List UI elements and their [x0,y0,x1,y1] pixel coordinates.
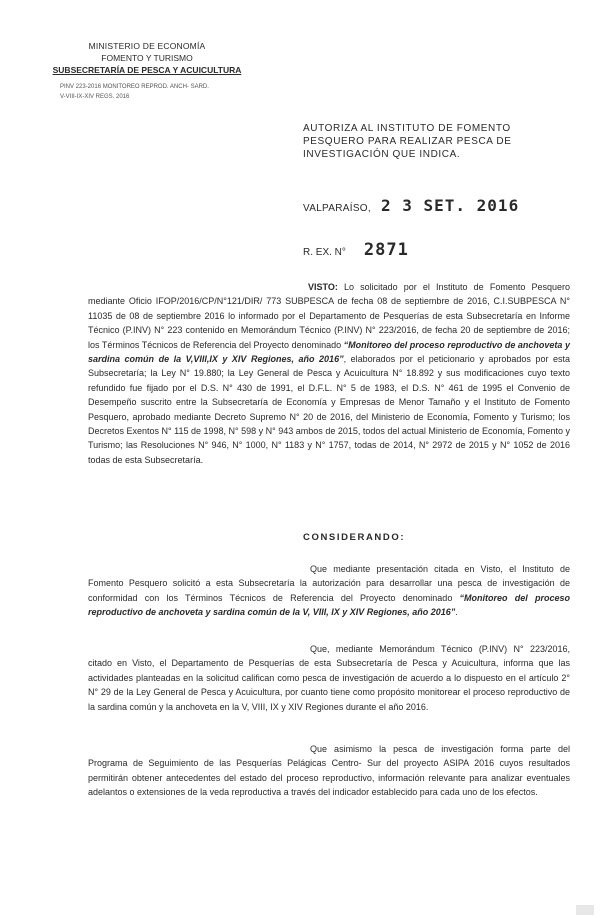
visto-text-2: , elaborados por el peticionario y aprobados por esta Subsecretaría; la Ley N° 19.880; la Ley General de Pesca y Acuicultura N° 18.892 y sus modificaciones cuyo texto refundido fue fijado por el D.S. N° 430 de 1991, el D.F.L. N° 5 de 1983, el D.S. N° 461 de 1995 el Convenio de Desempeño suscrito entre la Subsecretaría de Economía y Empresas de Menor Tamaño y el Instituto de Fomento Pesquero, aprobado mediante Decreto Supremo N° 20 de 2016, del Ministerio de Economía, Fomento y Turismo; los Decretos Exentos N° 115 de 1998, N° 598 y N° 943 ambos de 2015, todos del actual Ministerio de Economía, Fomento y Turismo; las Resoluciones N° 946, N° 1000, N° 1183 y N° 1757, todas de 2014, N° 2972 de 2015 y N° 1052 de 2016 todas de esta Subsecretaría. [88,354,570,465]
considerando-paragraph-3: Que asimismo la pesca de investigación forma parte del Programa de Seguimiento de las Pesquerías Pelágicas Centro- Sur del proyecto ASIPA 2016 cuyos resultados permitirán obtener antecedentes del estado del proceso reproductivo, información relevante para analizar eventuales adelantos o extensiones de la veda reproductiva a través del indicador establecido para cada uno de los efectos. [88,744,570,798]
considerando-1-end: . [455,607,458,618]
subsecretaria-name: SUBSECRETARÍA DE PESCA Y ACUICULTURA [52,65,242,75]
ministry-name: MINISTERIO DE ECONOMÍA [88,41,206,51]
place-name: VALPARAÍSO, [303,203,371,214]
reference-line-2: V-VIII-IX-XIV REGS. 2016 [60,94,130,100]
visto-text-1: Lo solicitado por el Instituto de Fomento Pesquero mediante Oficio IFOP/2016/CP/N°121/DIR/ 773 SUBPESCA de fecha 08 de septiembre de 2016, C.I.SUBPESCA N° 11035 de 08 de septiembre 2016 lo informado por el Departamento de Pesquerías de esta Subsecretaría en Informe Técnico (P.INV) N° 223 contenido en Memorándum Técnico (P.INV) N° 223/2016, de fecha 20 de septiembre de 2016; los Términos Técnicos de Referencia del Proyecto denominado [88,282,570,350]
reference-code [60,82,210,102]
visto-paragraph [88,280,570,467]
resolution-number-label: R. EX. N° [303,247,346,258]
considerando-paragraph-1 [88,562,570,620]
dateline [303,196,519,215]
considerando-1-text: Que mediante presentación citada en Visto, el Instituto de Fomento Pesquero solicitó a esta Subsecretaría la autorización para desarrollar una pesca de investigación de conformidad con los Términos Técnicos de Referencia del Proyecto denominado [88,564,570,603]
reference-line-1: PINV 223-2016 MONITOREO REPROD. ANCH- SARD. [60,84,209,90]
visto-lead: VISTO: [308,282,338,292]
date-stamp: 2 3 SET. 2016 [380,196,520,215]
scan-mark [576,905,594,915]
considerando-heading: CONSIDERANDO: [303,532,406,543]
visto-project-title: “Monitoreo del proceso reproductivo de anchoveta y sardina común de la V,VIII,IX y XIV Regiones, año 2016” [88,339,570,365]
resolution-number-value: 2871 [363,240,409,260]
considerando-paragraph-2: Que, mediante Memorándum Técnico (P.INV) N° 223/2016, citado en Visto, el Departamento de Pesquerías de esta Subsecretaría de Pesca y Acuicultura, informa que las actividades planteadas en la solicitud califican como pesca de investigación de acuerdo a lo dispuesto en el artículo 2° N° 29 de la Ley General de Pesca y Acuicultura, por cuanto tiene como propósito monitorear el proceso reproductivo de la sardina común y la anchoveta en la V, VIII, IX y XIV Regiones durante el año 2016. [88,644,570,712]
considerando-1-project-title: “Monitoreo del proceso reproductivo de anchoveta y sardina común de la V, VIII, IX y XIV Regiones, año 2016” [88,592,570,618]
ministry-name-2: FOMENTO Y TURISMO [101,53,193,63]
resolution-number [303,240,409,260]
letterhead [52,40,242,76]
resolution-subject: AUTORIZA AL INSTITUTO DE FOMENTO PESQUERO PARA REALIZAR PESCA DE INVESTIGACIÓN QUE INDICA. [303,123,512,160]
